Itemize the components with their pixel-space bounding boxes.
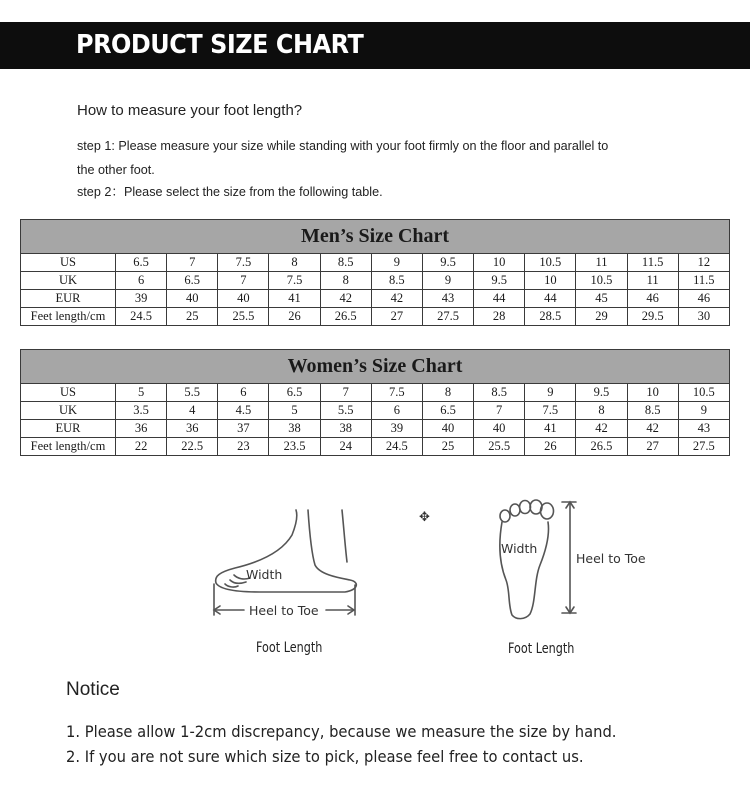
size-cell: 39: [116, 290, 167, 308]
side-width-label: Width: [246, 567, 283, 582]
size-cell: 4: [167, 402, 218, 420]
size-cell: 5.5: [167, 384, 218, 402]
top-foot-drawing: [500, 500, 576, 619]
size-cell: 10.5: [678, 384, 729, 402]
size-row: [21, 384, 730, 402]
page-title: PRODUCT SIZE CHART: [76, 30, 364, 60]
size-cell: 37: [218, 420, 269, 438]
size-cell: 9: [371, 254, 422, 272]
foot-measure-illustration: [20, 480, 730, 790]
size-cell: 8.5: [474, 384, 525, 402]
size-cell: 12: [678, 254, 729, 272]
size-cell: 5: [269, 402, 320, 420]
size-cell: 11.5: [627, 254, 678, 272]
size-cell: 29.5: [627, 308, 678, 326]
row-label: Feet length/cm: [21, 308, 116, 326]
size-cell: 39: [371, 420, 422, 438]
side-heel-to-toe-label: Heel to Toe: [249, 603, 319, 618]
size-cell: 46: [678, 290, 729, 308]
measure-question: How to measure your foot length?: [77, 102, 303, 119]
row-label: US: [21, 384, 116, 402]
size-cell: 7: [167, 254, 218, 272]
notice-heading: Notice: [66, 679, 120, 700]
size-cell: 7.5: [371, 384, 422, 402]
top-width-label: Width: [501, 541, 538, 556]
step-1-continued: the other foot.: [77, 162, 155, 177]
size-cell: 11: [576, 254, 627, 272]
size-cell: 27: [371, 308, 422, 326]
size-cell: 44: [474, 290, 525, 308]
size-cell: 7: [218, 272, 269, 290]
side-foot-length-caption: Foot Length: [256, 640, 323, 656]
row-label: EUR: [21, 290, 116, 308]
size-cell: 5.5: [320, 402, 371, 420]
row-label: Feet length/cm: [21, 438, 116, 456]
size-cell: 8: [269, 254, 320, 272]
size-cell: 26: [525, 438, 576, 456]
size-cell: 6.5: [116, 254, 167, 272]
step-1-text: step 1: Please measure your size while standing with your foot firmly on the floor and parallel to: [77, 138, 609, 153]
size-cell: 9.5: [474, 272, 525, 290]
size-cell: 7: [474, 402, 525, 420]
foot-diagrams: [20, 480, 730, 670]
size-cell: 41: [525, 420, 576, 438]
size-row: [21, 420, 730, 438]
title-banner: [0, 22, 750, 69]
size-cell: 11: [627, 272, 678, 290]
size-cell: 25.5: [218, 308, 269, 326]
size-cell: 45: [576, 290, 627, 308]
size-cell: 42: [320, 290, 371, 308]
notice-line-1: 1. Please allow 1-2cm discrepancy, because we measure the size by hand.: [66, 722, 617, 741]
top-heel-to-toe-label: Heel to Toe: [576, 551, 646, 566]
size-cell: 11.5: [678, 272, 729, 290]
size-row: [21, 272, 730, 290]
size-cell: 6: [218, 384, 269, 402]
size-cell: 40: [474, 420, 525, 438]
size-cell: 9.5: [422, 254, 473, 272]
size-cell: 24.5: [116, 308, 167, 326]
size-cell: 10: [525, 272, 576, 290]
size-row: [21, 290, 730, 308]
size-cell: 30: [678, 308, 729, 326]
womens-table-caption: Women’s Size Chart: [21, 350, 730, 384]
size-cell: 10.5: [525, 254, 576, 272]
notice-line-2: 2. If you are not sure which size to pick, please feel free to contact us.: [66, 747, 584, 766]
size-cell: 8: [422, 384, 473, 402]
size-cell: 23: [218, 438, 269, 456]
mens-table-caption: Men’s Size Chart: [21, 220, 730, 254]
size-cell: 28.5: [525, 308, 576, 326]
size-cell: 24.5: [371, 438, 422, 456]
size-cell: 5: [116, 384, 167, 402]
size-cell: 8.5: [320, 254, 371, 272]
size-cell: 8.5: [371, 272, 422, 290]
size-row: [21, 308, 730, 326]
size-row: [21, 402, 730, 420]
step-2-text: step 2：Please select the size from the following table.: [77, 184, 383, 199]
size-cell: 44: [525, 290, 576, 308]
size-cell: 7.5: [269, 272, 320, 290]
mens-size-table: [20, 219, 730, 326]
size-cell: 27.5: [422, 308, 473, 326]
size-cell: 40: [218, 290, 269, 308]
size-cell: 9: [678, 402, 729, 420]
size-cell: 6.5: [269, 384, 320, 402]
row-label: UK: [21, 272, 116, 290]
size-cell: 10.5: [576, 272, 627, 290]
size-cell: 25: [167, 308, 218, 326]
womens-size-table: [20, 349, 730, 456]
size-row: [21, 438, 730, 456]
size-cell: 42: [576, 420, 627, 438]
size-cell: 6: [116, 272, 167, 290]
size-cell: 38: [269, 420, 320, 438]
size-cell: 24: [320, 438, 371, 456]
size-cell: 25.5: [474, 438, 525, 456]
size-cell: 26.5: [320, 308, 371, 326]
size-cell: 36: [116, 420, 167, 438]
size-cell: 8: [576, 402, 627, 420]
size-cell: 43: [422, 290, 473, 308]
size-cell: 6.5: [167, 272, 218, 290]
size-cell: 7: [320, 384, 371, 402]
size-cell: 10: [627, 384, 678, 402]
size-cell: 22: [116, 438, 167, 456]
size-cell: 41: [269, 290, 320, 308]
size-cell: 40: [422, 420, 473, 438]
size-cell: 40: [167, 290, 218, 308]
side-foot-drawing: [214, 510, 356, 615]
row-label: UK: [21, 402, 116, 420]
size-cell: 42: [627, 420, 678, 438]
size-cell: 26.5: [576, 438, 627, 456]
size-cell: 8.5: [627, 402, 678, 420]
size-cell: 9.5: [576, 384, 627, 402]
size-cell: 10: [474, 254, 525, 272]
size-cell: 9: [525, 384, 576, 402]
size-cell: 36: [167, 420, 218, 438]
size-cell: 27.5: [678, 438, 729, 456]
size-cell: 9: [422, 272, 473, 290]
size-cell: 43: [678, 420, 729, 438]
size-cell: 42: [371, 290, 422, 308]
top-foot-length-caption: Foot Length: [508, 641, 575, 657]
size-cell: 8: [320, 272, 371, 290]
size-cell: 29: [576, 308, 627, 326]
size-cell: 28: [474, 308, 525, 326]
move-cursor-icon: ✥: [419, 509, 430, 524]
size-cell: 6.5: [422, 402, 473, 420]
size-cell: 46: [627, 290, 678, 308]
row-label: EUR: [21, 420, 116, 438]
size-cell: 22.5: [167, 438, 218, 456]
size-cell: 27: [627, 438, 678, 456]
size-cell: 23.5: [269, 438, 320, 456]
size-cell: 38: [320, 420, 371, 438]
row-label: US: [21, 254, 116, 272]
size-cell: 7.5: [525, 402, 576, 420]
size-row: [21, 254, 730, 272]
size-cell: 4.5: [218, 402, 269, 420]
size-cell: 7.5: [218, 254, 269, 272]
size-cell: 3.5: [116, 402, 167, 420]
size-cell: 6: [371, 402, 422, 420]
size-cell: 26: [269, 308, 320, 326]
size-cell: 25: [422, 438, 473, 456]
